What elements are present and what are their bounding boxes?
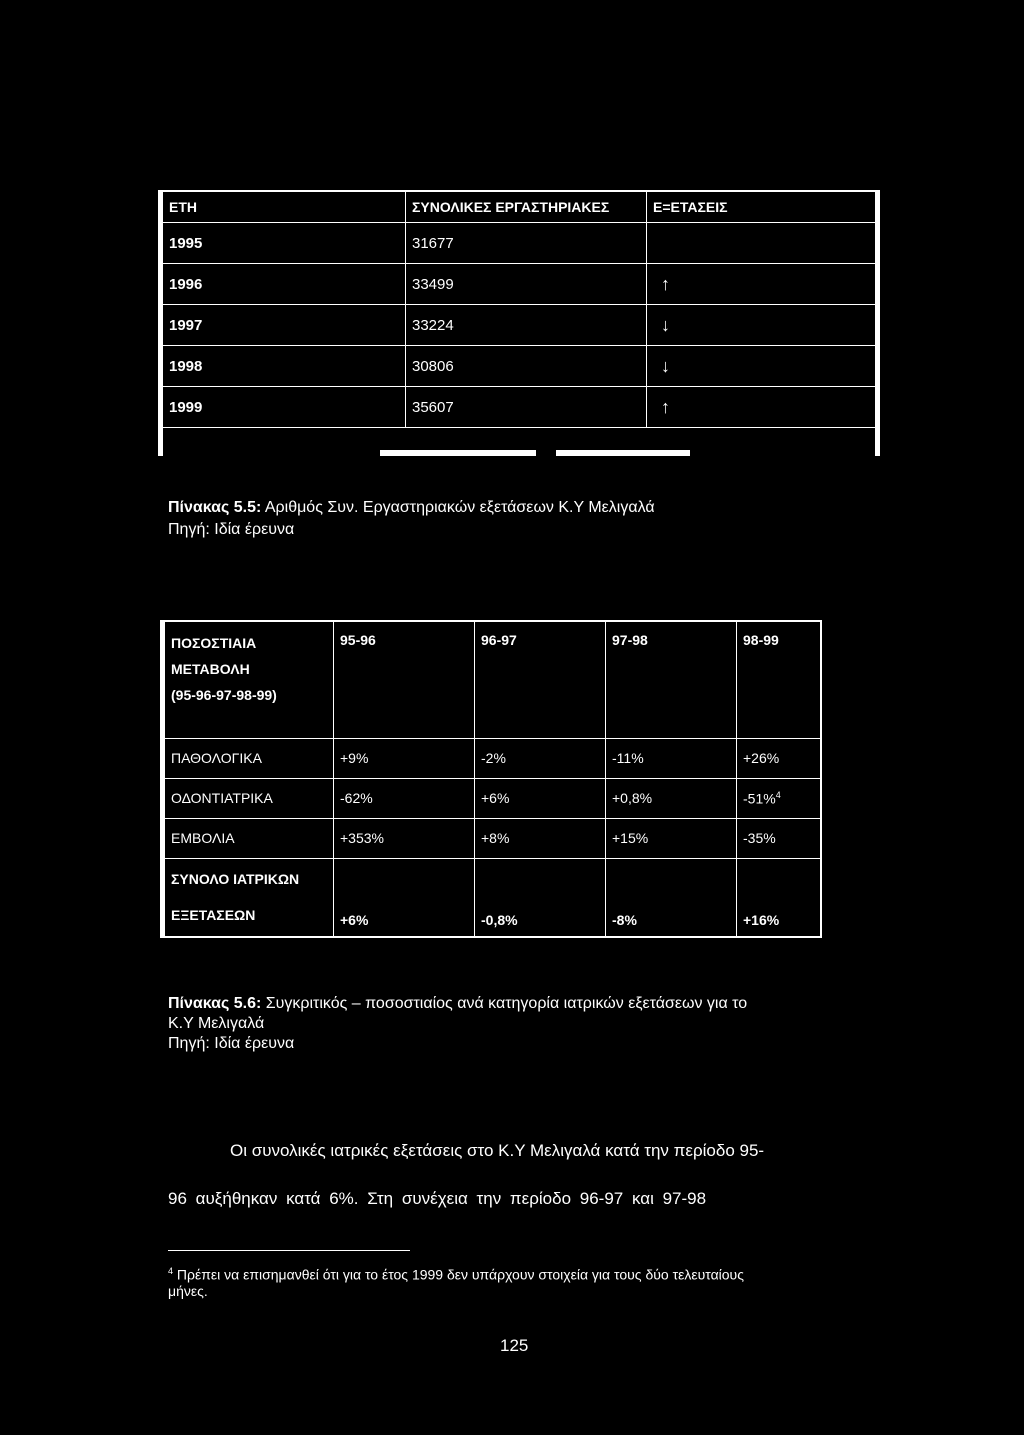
total-label-line-2: ΕΞΕΤΑΣΕΩΝ — [171, 907, 256, 924]
total-row — [165, 858, 820, 936]
year-cell: 1997 — [163, 305, 406, 346]
table-bottom-rule — [380, 450, 690, 456]
value-cell: +15% — [606, 818, 737, 858]
table-row — [165, 778, 820, 818]
table-row — [163, 346, 875, 387]
total-value: -8% — [606, 858, 737, 936]
footnote-ref: 4 — [775, 789, 781, 800]
category-label: ΕΜΒΟΛΙΑ — [165, 818, 334, 858]
paragraph-line-2: 96 αυξήθηκαν κατά 6%. Στη συνέχεια την περίοδο 96-97 και 97-98 — [168, 1189, 707, 1208]
year-cell: 1996 — [163, 264, 406, 305]
header-period: 96-97 — [475, 622, 606, 738]
total-label-line-1: ΣΥΝΟΛΟ ΙΑΤΡΙΚΩΝ — [171, 871, 300, 888]
header-line-3: (95-96-97-98-99) — [171, 687, 277, 703]
value-cell: 33224 — [406, 305, 647, 346]
table-row — [163, 305, 875, 346]
header-total-lab: ΣΥΝΟΛΙΚΕΣ ΕΡΓΑΣΤΗΡΙΑΚΕΣ — [406, 192, 647, 223]
down-arrow-icon: ↓ — [647, 305, 876, 346]
value-cell: 35607 — [406, 387, 647, 428]
table-header-row — [165, 622, 820, 738]
caption-label: Πίνακας 5.6: — [168, 995, 262, 1012]
total-value: +6% — [334, 858, 475, 936]
total-value: -0,8% — [475, 858, 606, 936]
year-cell: 1995 — [163, 223, 406, 264]
table-5-5-caption — [168, 498, 655, 518]
value-cell: 31677 — [406, 223, 647, 264]
table-5-6-source: Πηγή: Ιδία έρευνα — [168, 1035, 295, 1052]
value-cell: -11% — [606, 738, 737, 778]
footnote-number: 4 — [168, 1266, 174, 1276]
footnote — [168, 1262, 868, 1284]
footnote-text: Πρέπει να επισημανθεί ότι για το έτος 1999 δεν υπάρχουν στοιχεία για τους δύο τελευταίους — [173, 1266, 744, 1283]
table-row — [165, 738, 820, 778]
footnote-rule — [168, 1250, 410, 1251]
footnote-cont: μήνες. — [168, 1283, 208, 1299]
header-percentage-change — [165, 622, 334, 738]
value-cell: +26% — [737, 738, 821, 778]
up-arrow-icon: ↑ — [647, 264, 876, 305]
lab-exams-table — [158, 190, 880, 456]
page-number: 125 — [500, 1336, 529, 1355]
caption-text: Αριθμός Συν. Εργαστηριακών εξετάσεων Κ.Υ Μελιγαλά — [261, 499, 655, 516]
value-text: -51% — [743, 790, 776, 807]
header-exams: Ε=ΕΤΑΣΕΙΣ — [647, 192, 876, 223]
category-label: ΟΔΟΝΤΙΑΤΡΙΚΑ — [165, 778, 334, 818]
value-cell: +9% — [334, 738, 475, 778]
value-cell: +8% — [475, 818, 606, 858]
up-arrow-icon: ↑ — [647, 387, 876, 428]
value-cell: +0,8% — [606, 778, 737, 818]
table-header-row — [163, 192, 875, 223]
table-row — [163, 264, 875, 305]
percentage-change-table — [160, 620, 822, 938]
value-cell: +6% — [475, 778, 606, 818]
caption-label: Πίνακας 5.5: — [168, 499, 262, 516]
value-cell: 33499 — [406, 264, 647, 305]
year-cell: 1999 — [163, 387, 406, 428]
year-cell: 1998 — [163, 346, 406, 387]
paragraph-line-1: Οι συνολικές ιατρικές εξετάσεις στο Κ.Υ Μελιγαλά κατά την περίοδο 95- — [230, 1141, 765, 1160]
header-years: ΕΤΗ — [163, 192, 406, 223]
table-5-6-caption-cont: Κ.Υ Μελιγαλά — [168, 1015, 265, 1032]
value-cell: -62% — [334, 778, 475, 818]
table-row — [165, 818, 820, 858]
value-cell-with-footnote — [737, 778, 821, 818]
table-5-5-source: Πηγή: Ιδία έρευνα — [168, 521, 295, 538]
trend-cell — [647, 223, 876, 264]
value-cell: +353% — [334, 818, 475, 858]
total-value: +16% — [743, 912, 780, 928]
header-line-2: ΜΕΤΑΒΟΛΗ — [171, 661, 250, 677]
value-cell: -35% — [737, 818, 821, 858]
caption-text: Συγκριτικός – ποσοστιαίος ανά κατηγορία ιατρικών εξετάσεων για το — [261, 995, 748, 1012]
header-line-1: ΠΟΣΟΣΤΙΑΙΑ — [171, 635, 257, 651]
header-period: 97-98 — [606, 622, 737, 738]
category-label: ΠΑΘΟΛΟΓΙΚΑ — [165, 738, 334, 778]
value-cell: 30806 — [406, 346, 647, 387]
table-5-6-caption — [168, 994, 747, 1014]
table-bottom-rule-gap — [536, 450, 556, 456]
down-arrow-icon: ↓ — [647, 346, 876, 387]
table-row — [163, 223, 875, 264]
total-label — [165, 858, 334, 936]
table-row — [163, 387, 875, 428]
header-period: 98-99 — [737, 622, 821, 738]
value-cell: -2% — [475, 738, 606, 778]
header-period: 95-96 — [334, 622, 475, 738]
